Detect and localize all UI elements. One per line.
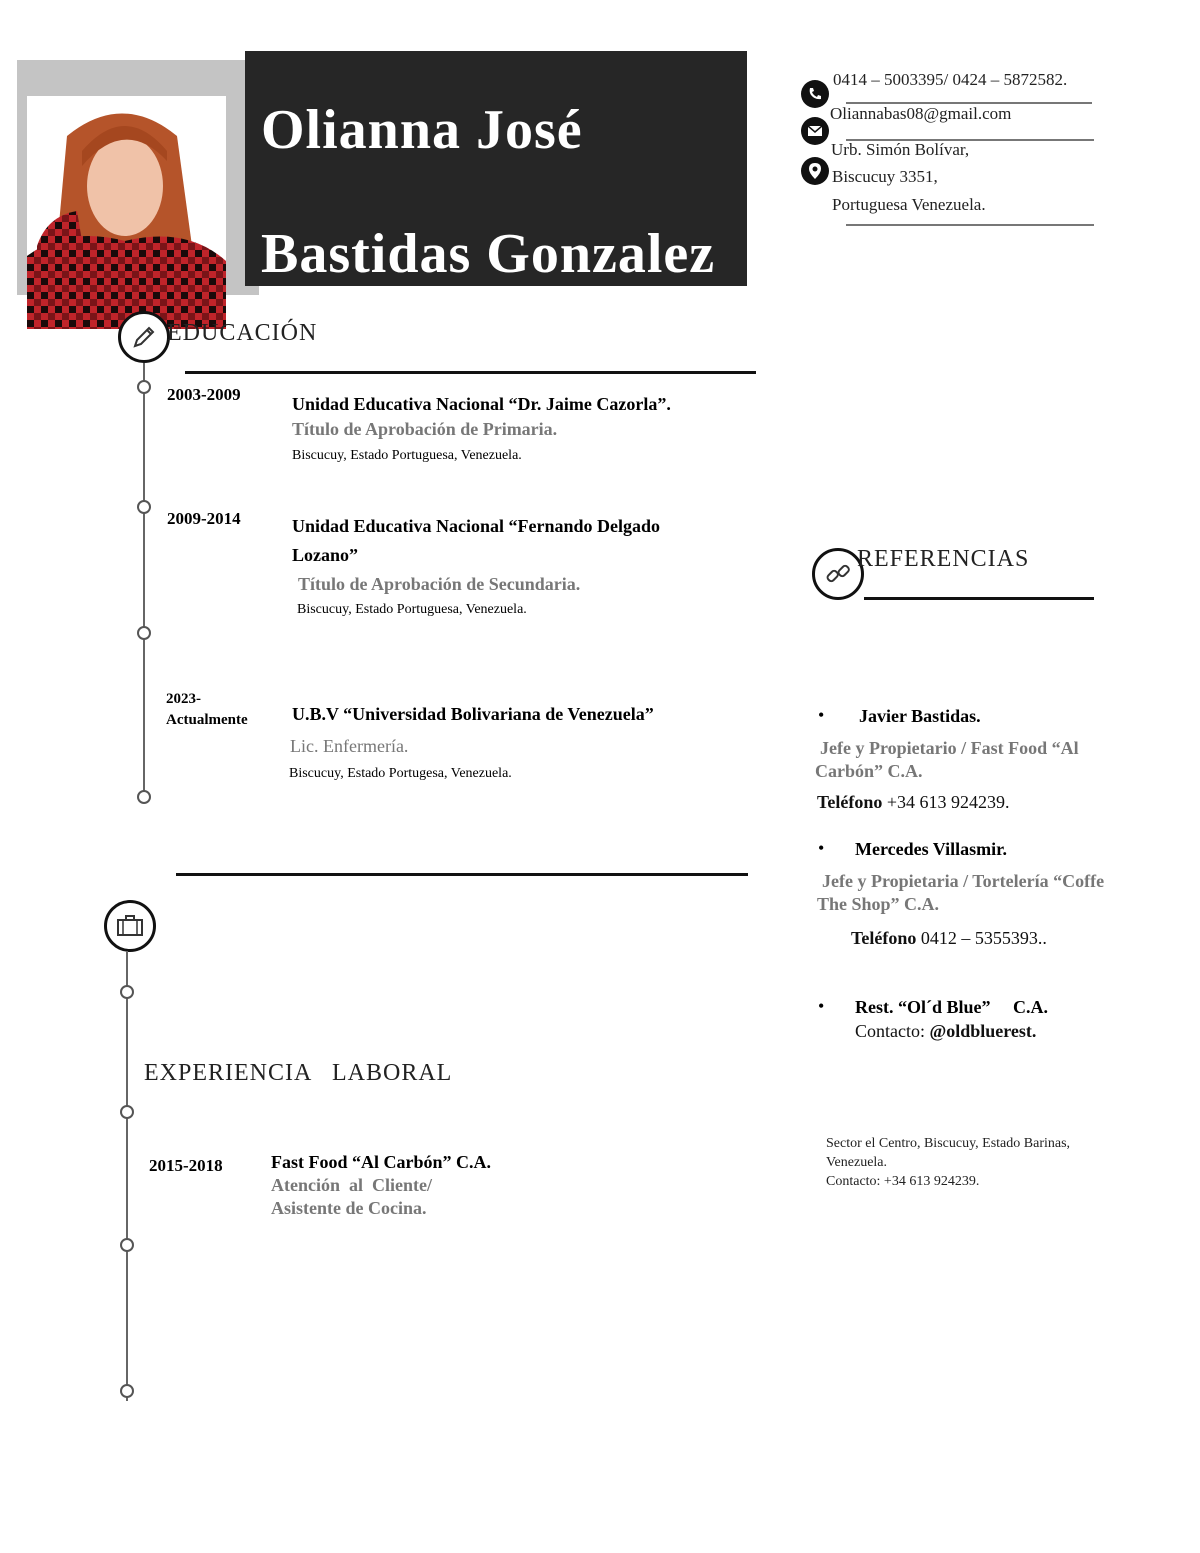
reference-phone: +34 613 924239. [886, 792, 1010, 812]
reference-phone-label: Teléfono [851, 928, 917, 948]
contact-email[interactable]: Oliannabas08@gmail.com [830, 104, 1012, 123]
experience-divider [176, 873, 748, 876]
email-icon [801, 117, 829, 145]
education-years-line1: 2023- [166, 691, 201, 707]
education-institution-line1: Unidad Educativa Nacional “Fernando Delgado [292, 516, 661, 536]
experience-company: Fast Food “Al Carbón” C.A. [271, 1152, 492, 1172]
education-divider [185, 371, 756, 374]
experience-role-line2: Asistente de Cocina. [271, 1198, 427, 1218]
reference-note-line2: Venezuela. [826, 1155, 888, 1170]
briefcase-icon [104, 900, 156, 952]
reference-contact-row [855, 1021, 1036, 1042]
education-years: 2009-2014 [167, 509, 241, 528]
reference-name: Mercedes Villasmir. [855, 839, 1007, 859]
education-institution: Unidad Educativa Nacional “Dr. Jaime Cazorla”. [292, 394, 671, 414]
reference-role-line2: The Shop” C.A. [817, 894, 940, 914]
experience-role-line1: Atención al Cliente/ [271, 1175, 432, 1195]
location-icon [801, 157, 829, 185]
timeline-dot [120, 1238, 134, 1252]
timeline-dot [137, 500, 151, 514]
education-institution-line2: Lozano” [292, 545, 359, 565]
education-location: Biscucuy, Estado Portuguesa, Venezuela. [292, 448, 522, 463]
reference-note [826, 1134, 1070, 1191]
education-timeline [143, 363, 145, 797]
profile-photo [27, 96, 226, 329]
reference-name: Javier Bastidas. [859, 706, 981, 726]
divider [846, 224, 1094, 226]
reference-name: Rest. “Ol´d Blue” C.A. [855, 997, 1048, 1017]
reference-phone-row [851, 928, 1047, 949]
contact-address-line2: Biscucuy 3351, [832, 167, 938, 186]
name-first-line: Olianna José [261, 99, 583, 161]
reference-phone-label: Teléfono [817, 792, 883, 812]
bullet: • [818, 838, 825, 858]
reference-note-line3: Contacto: +34 613 924239. [826, 1174, 980, 1189]
portrait-photo-icon [27, 96, 226, 329]
timeline-dot [120, 1384, 134, 1398]
bullet: • [818, 705, 825, 725]
timeline-dot [120, 1105, 134, 1119]
education-location: Biscucuy, Estado Portugesa, Venezuela. [289, 766, 512, 781]
contact-phone: 0414 – 5003395/ 0424 – 5872582. [833, 70, 1068, 89]
reference-contact: @oldbluerest. [929, 1021, 1037, 1041]
phone-icon [801, 80, 829, 108]
pencil-icon [118, 311, 170, 363]
education-years-line2: Actualmente [166, 712, 248, 728]
timeline-dot [120, 985, 134, 999]
name-second-line: Bastidas Gonzalez [261, 223, 716, 285]
education-degree: Lic. Enfermería. [290, 736, 409, 756]
reference-contact-label: Contacto: [855, 1021, 925, 1041]
reference-phone: 0412 – 5355393.. [920, 928, 1047, 948]
timeline-dot [137, 790, 151, 804]
education-title: EDUCACIÓN [167, 320, 318, 346]
experience-years: 2015-2018 [149, 1156, 223, 1175]
experience-timeline [126, 951, 128, 1401]
education-degree: Título de Aprobación de Secundaria. [298, 574, 581, 594]
references-title: REFERENCIAS [857, 546, 1030, 572]
education-location: Biscucuy, Estado Portuguesa, Venezuela. [297, 602, 527, 617]
education-degree: Título de Aprobación de Primaria. [292, 419, 558, 439]
experience-title: EXPERIENCIA LABORAL [144, 1060, 453, 1086]
contact-address-line1: Urb. Simón Bolívar, [831, 140, 970, 159]
timeline-dot [137, 380, 151, 394]
timeline-dot [137, 626, 151, 640]
education-institution: U.B.V “Universidad Bolivariana de Venezuela” [292, 704, 654, 724]
reference-role-line1: Jefe y Propietaria / Tortelería “Coffe [822, 871, 1105, 891]
reference-role-line1: Jefe y Propietario / Fast Food “Al [820, 738, 1079, 758]
reference-role-line2: Carbón” C.A. [815, 761, 923, 781]
education-years: 2003-2009 [167, 385, 241, 404]
references-divider [864, 597, 1094, 600]
bullet: • [818, 996, 825, 1016]
contact-address-line3: Portuguesa Venezuela. [832, 195, 986, 214]
reference-note-line1: Sector el Centro, Biscucuy, Estado Barinas, [826, 1136, 1071, 1151]
reference-phone-row [817, 792, 1010, 813]
